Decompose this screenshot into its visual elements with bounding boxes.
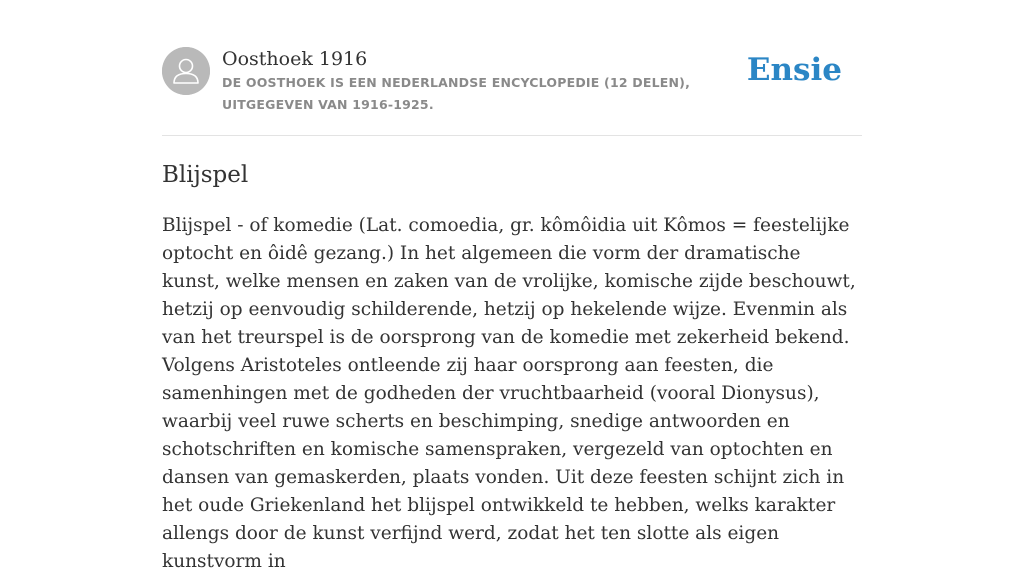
entry-body: Blijspel - of komedie (Lat. comoedia, gr. kômôidia uit Kômos = feestelijke optocht en ôidê gezang.) In het algemeen die vorm der dramatische kunst, welke mensen en zaken van de vrolijke, komische zijde beschouwt, hetzij op eenvoudig schilderende, hetzij op hekelende wijze. Evenmin als van het treurspel is de oorsprong van de komedie met zekerheid bekend. Volgens Aristoteles ontleende zij haar oorsprong aan feesten, die samenhingen met de godheden der vruchtbaarheid (vooral Dionysus), waarbij veel ruwe scherts en beschimping, snedige antwoorden en schotschriften en komische samenspraken, vergezeld van optochten en dansen van gemaskerden, plaats vonden. Uit deze feesten schijnt zich in het oude Griekenland het blijspel ontwikkeld te hebben, welks karakter allengs door de kunst verfijnd werd, zodat het ten slotte als eigen kunstvorm in bbox=[162, 215, 856, 572]
avatar bbox=[162, 47, 210, 95]
brand-logo[interactable]: Ensie bbox=[746, 52, 842, 88]
user-placeholder-icon bbox=[162, 47, 210, 95]
source-title[interactable]: Oosthoek 1916 bbox=[222, 48, 368, 70]
entry-title: Blijspel bbox=[162, 162, 249, 188]
source-description: DE OOSTHOEK IS EEN NEDERLANDSE ENCYCLOPEDIE (12 DELEN), UITGEGEVEN VAN 1916-1925. bbox=[222, 75, 691, 112]
source-header bbox=[162, 47, 862, 136]
